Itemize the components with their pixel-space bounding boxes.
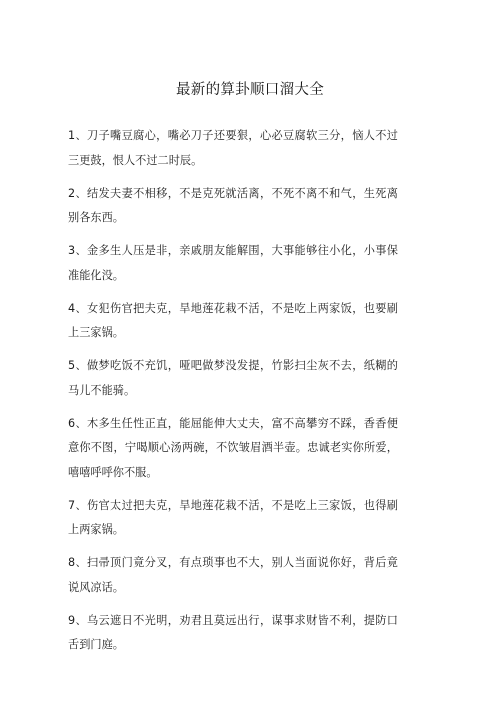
verse-item-1: 1、刀子嘴豆腐心，嘴必刀子还要狠，心必豆腐软三分，恼人不过三更鼓，恨人不过二时辰。 <box>68 129 398 167</box>
verse-list <box>68 124 398 666</box>
verse-item-2: 2、结发夫妻不相移，不是克死就活离，不死不离不和气，生死离别各东西。 <box>68 186 398 224</box>
verse-item-5: 5、做梦吃饭不充饥，哑吧做梦没发提，竹影扫尘灰不去，纸糊的马儿不能骑。 <box>68 359 398 397</box>
verse-item-3: 3、金多生人压是非，亲戚朋友能解围，大事能够往小化，小事保准能化没。 <box>68 244 398 282</box>
verse-item-9: 9、乌云遮日不光明，劝君且莫远出行，谋事求财皆不利，提防口舌到门庭。 <box>68 613 398 651</box>
verse-item-6: 6、木多生任性正直，能屈能伸大丈夫，富不高攀穷不踩，香香便意你不图，宁喝顺心汤两碗，不饮皱眉酒半壶。忠诚老实你所爱，嘻嘻呼呼你不服。 <box>68 416 398 479</box>
document-title: 最新的算卦顺口溜大全 <box>176 82 324 98</box>
verse-item-8: 8、扫帚顶门竟分叉，有点琐事也不大，别人当面说你好，背后竟说风凉话。 <box>68 556 398 594</box>
verse-item-7: 7、伤官太过把夫克，旱地莲花栽不活，不是吃上三家饭，也得刷上两家锅。 <box>68 498 398 536</box>
verse-item-4: 4、女犯伤官把夫克，旱地莲花栽不活，不是吃上两家饭，也要刷上三家锅。 <box>68 301 398 339</box>
